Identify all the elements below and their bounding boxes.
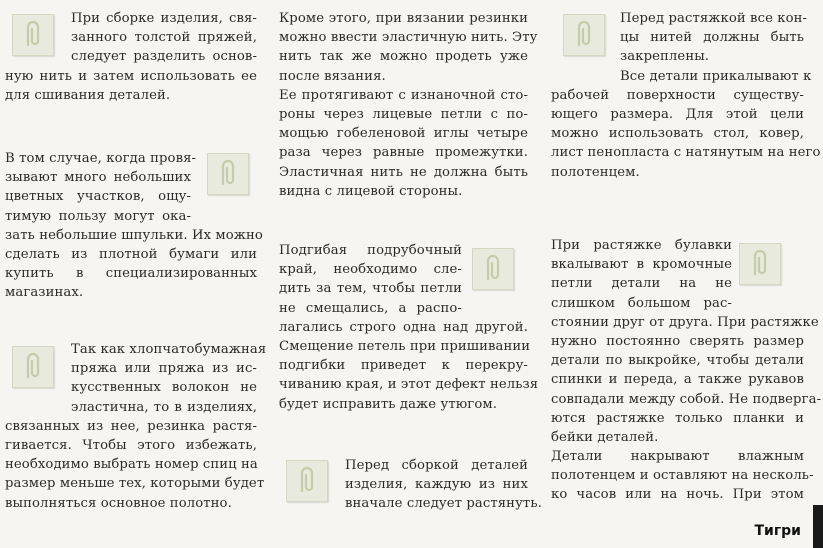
tip-text: Кроме этого, при вязании резинки можно ввести эластичную нить. Эту нить так же можно продеть уже после вязания. Ее протягивают с изнаночной сто- роны через лицевые петли с по- мощью гобеленовой иглы четыре раза через равные промежутки. Эластичная нить не должна быть видна с лицевой стороны. bbox=[279, 11, 538, 199]
page-footer-label: Тигри bbox=[754, 523, 801, 539]
tip-text: Подгибая подрубочный край, необходимо сле- дить за тем, чтобы петли не смещались, а распо- лагались строго одна над другой. Смещение петель при пришивании подгибки приведет к перекру- чиванию края, и этот дефект нельзя будет исправить даже утюгом. bbox=[279, 243, 539, 412]
page-edge-tab bbox=[813, 505, 823, 548]
tip-text: В том случае, когда провя- зывают много небольших цветных участков, ощу- тимую пользу могут ока- зать небольшие шпульки. Их можно сделать из плотной бумаги или купить в специализированных магазинах. bbox=[5, 151, 263, 301]
tip-text: Перед сборкой деталей изделия, каждую из них вначале следует растянуть. bbox=[345, 458, 542, 512]
tip-text: Так как хлопчатобумажная пряжа или пряжа из ис- кусственных волокон не эластична, то в изделиях, связанных из нее, резинка растя- гивается. Чтобы этого избежать, необходимо выбрать номер спиц на размер меньше тех, которыми будет выполняться основное полотно. bbox=[5, 342, 267, 511]
tip-text: Перед растяжкой все кон- цы нитей должны быть закреплены. Все детали прикалывают к рабочей поверхности существу- ющего размера. Для этой цели можно использовать стол, ковер, лист пенопласта с натянутым на него полотенцем. bbox=[551, 11, 821, 180]
tip-text: При растяжке булавки вкалывают в кромочные петли детали на не слишком большом рас- стоянии друг от друга. При растяжке нужно постоянно сверять размер детали по выкройке, чтобы детали спинки и переда, а также рукавов совпадали между собой. Не подверга- ются растяжке только планки и бейки деталей. Детали накрывают влажным полотенцем и оставляют на несколь- ко часов или на ночь. При этом bbox=[551, 238, 822, 503]
paperclip-icon bbox=[286, 460, 328, 502]
tip-text: При сборке изделия, свя- занного толстой пряжей, следует разделить основ- ную нить и затем использовать ее для сшивания деталей. bbox=[5, 11, 257, 103]
